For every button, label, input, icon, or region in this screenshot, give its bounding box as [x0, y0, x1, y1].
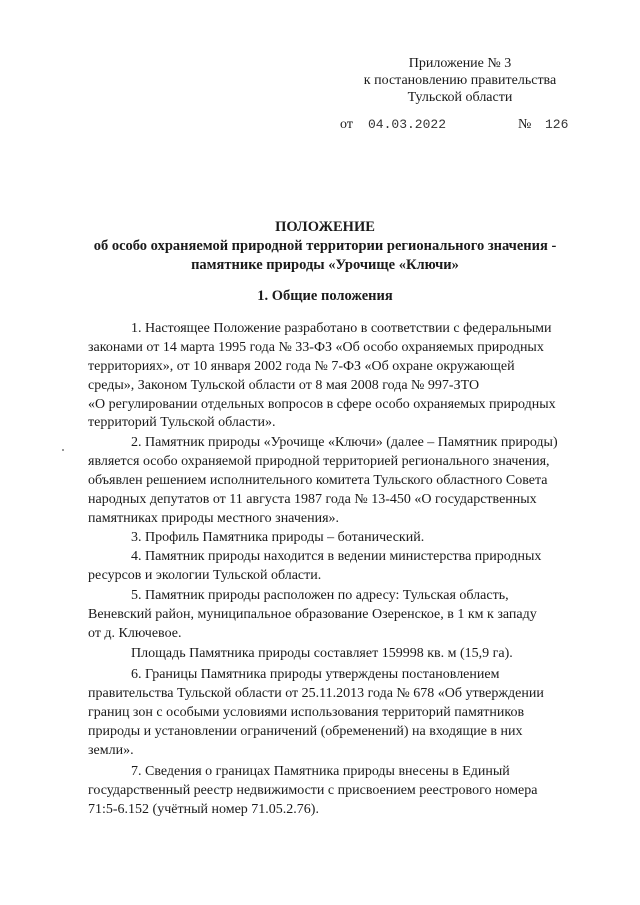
text-line: 5. Памятник природы расположен по адресу: Тульская область, — [131, 588, 509, 603]
text-line: 6. Границы Памятника природы утверждены постановлением — [131, 667, 500, 682]
text-line: является особо охраняемой природной территорией регионального значения, — [88, 453, 550, 469]
text-line: 3. Профиль Памятника природы – ботанический. — [131, 530, 425, 545]
paragraph-7 — [88, 763, 594, 820]
annex-line-2: к постановлению правительства — [363, 73, 557, 88]
text-line: памятниках природы местного значения». — [88, 510, 340, 526]
text-line: «О регулировании отдельных вопросов в сфере особо охраняемых природных — [88, 396, 556, 412]
text-line: 7. Сведения о границах Памятника природы внесены в Единый — [131, 764, 510, 779]
text-line: территорий Тульской области». — [88, 415, 276, 431]
section-heading: 1. Общие положения — [257, 288, 393, 304]
document-subtitle-line-2: памятнике природы «Урочище «Ключи» — [191, 257, 459, 273]
text-line: Веневский район, муниципальное образование Озеренское, в 1 км к западу — [88, 606, 537, 622]
number-sign: № — [518, 117, 532, 132]
text-line: от д. Ключевое. — [88, 625, 182, 641]
text-line: среды», Законом Тульской области от 8 мая 2008 года № 997-ЗТО — [88, 377, 480, 393]
annex-block — [330, 55, 590, 106]
text-line: объявлен решением исполнительного комитета Тульского областного Совета — [88, 472, 548, 488]
document-title: ПОЛОЖЕНИЕ — [275, 219, 375, 235]
date-prefix: от — [340, 117, 353, 132]
text-line: границ зон с особыми условиями использования территорий памятников — [88, 704, 525, 720]
text-line: ресурсов и экологии Тульской области. — [88, 567, 322, 583]
text-line: природы и установлении ограничений (обременений) на входящие в них — [88, 723, 523, 739]
text-line: территориях», от 10 января 2002 года № 7-ФЗ «Об охране окружающей — [88, 358, 515, 374]
paragraph-3 — [88, 529, 594, 548]
text-line: правительства Тульской области от 25.11.2013 года № 678 «Об утверждении — [88, 685, 544, 701]
text-line: Площадь Памятника природы составляет 159998 кв. м (15,9 га). — [131, 646, 513, 661]
text-line: 2. Памятник природы «Урочище «Ключи» (далее – Памятник природы) — [131, 435, 558, 450]
paragraph-2 — [88, 434, 594, 528]
annex-line-1: Приложение № 3 — [408, 56, 512, 71]
paragraph-1 — [88, 320, 594, 433]
text-line: народных депутатов от 11 августа 1987 года № 13-450 «О государственных — [88, 491, 537, 507]
text-line: земли». — [88, 742, 134, 758]
text-line: государственный реестр недвижимости с присвоением реестрового номера — [88, 782, 538, 798]
registration-line — [340, 117, 600, 135]
paragraph-6 — [88, 666, 594, 760]
document-number: 126 — [545, 117, 569, 132]
document-subtitle-line-1: об особо охраняемой природной территории регионального значения - — [93, 238, 557, 254]
text-line: 1. Настоящее Положение разработано в соответствии с федеральными — [131, 321, 552, 336]
document-date: 04.03.2022 — [368, 117, 447, 132]
paragraph-5-area — [88, 645, 594, 664]
scan-speck — [62, 449, 64, 451]
annex-line-3: Тульской области — [407, 90, 513, 105]
paragraph-4 — [88, 548, 594, 586]
text-line: 71:5-6.152 (учётный номер 71.05.2.76). — [88, 801, 319, 817]
text-line: законами от 14 марта 1995 года № 33-ФЗ «Об особо охраняемых природных — [88, 339, 544, 355]
paragraph-5 — [88, 587, 594, 644]
text-line: 4. Памятник природы находится в ведении министерства природных — [131, 549, 542, 564]
